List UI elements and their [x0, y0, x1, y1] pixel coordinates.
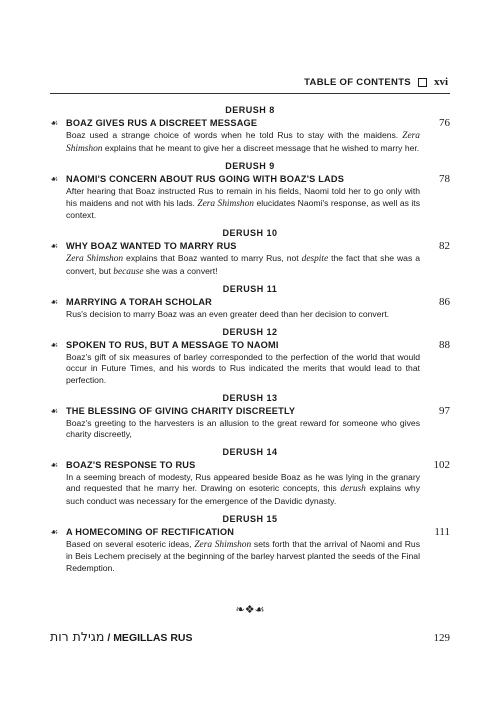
ornament-divider: ❧❖☙ — [235, 603, 265, 616]
description-text: she was a convert! — [143, 265, 218, 276]
toc-entry — [50, 283, 450, 321]
entry-page-number[interactable]: 86 — [439, 296, 450, 309]
running-head-label: TABLE OF CONTENTS — [304, 76, 411, 88]
toc-entry — [50, 104, 450, 155]
footer-title — [50, 629, 193, 644]
entry-title-row[interactable] — [50, 404, 450, 418]
description-text: Boaz used a strange choice of words when he told Rus to stay with the maidens. — [66, 130, 403, 140]
entry-description — [66, 352, 420, 387]
toc-entry — [50, 227, 450, 278]
toc-entry — [50, 392, 450, 441]
entry-page-number[interactable]: 102 — [433, 458, 450, 471]
description-text: After hearing that Boaz instructed Rus to remain in his fields, Naomi told her to go only with his maidens and not with his lads. — [66, 186, 420, 208]
entry-title-row[interactable] — [50, 239, 450, 253]
entry-page-number[interactable]: 111 — [434, 525, 450, 538]
entry-title[interactable]: BOAZ GIVES RUS A DISCREET MESSAGE — [66, 118, 258, 128]
derush-label: DERUSH 14 — [222, 446, 278, 457]
description-text: Based on several esoteric ideas, — [66, 538, 195, 549]
entry-title-row[interactable] — [50, 338, 450, 352]
description-text: explains that he meant to give her a discreet message that he wished to marry her. — [102, 142, 420, 153]
entry-title[interactable]: MARRYING A TORAH SCHOLAR — [66, 297, 213, 308]
fleuron-icon: ☙ — [50, 527, 59, 538]
entry-description — [66, 539, 420, 575]
italic-text: Zera Shimshon — [194, 539, 252, 550]
description-text: explains that Boaz wanted to marry Rus, not — [123, 252, 302, 263]
entry-title[interactable]: THE BLESSING OF GIVING CHARITY DISCREETLY — [66, 405, 296, 416]
toc-entry — [50, 326, 450, 387]
entry-title[interactable]: NAOMI'S CONCERN ABOUT RUS GOING WITH BOAZ'S LADS — [66, 174, 345, 185]
header-rule — [50, 93, 450, 94]
entry-title-row[interactable] — [50, 525, 450, 539]
footer-latin-title: MEGILLAS RUS — [113, 632, 193, 644]
description-text: In a seeming breach of modesty, Rus appeared beside Boaz as he was lying in the granary and requested that he marry her. Drawing on esoteric concepts, this — [66, 471, 420, 494]
derush-label: DERUSH 13 — [222, 392, 278, 403]
footer-hebrew-title: מגילת רות — [50, 629, 105, 644]
description-text: sets forth that the arrival of Naomi and Rus in Beis Lechem precisely at the beginning of the barley harvest planted the seeds of the Final Redemption. — [66, 538, 421, 573]
toc-entry — [50, 160, 450, 222]
fleuron-icon: ☙ — [50, 340, 59, 351]
italic-text: despite — [301, 253, 329, 264]
entry-page-number[interactable]: 82 — [439, 239, 450, 252]
entry-title-row[interactable] — [50, 458, 450, 472]
description-text: explains why such conduct was necessary for the emergence of the Davidic dynasty. — [66, 483, 420, 506]
entry-description — [66, 309, 420, 321]
running-head — [304, 76, 448, 88]
description-text: Boaz's gift of six measures of barley corresponded to the perfection of the world that would occur in Future Times, and his words to Rus indicated the merits that would lead to that perfection. — [66, 351, 420, 385]
entry-description — [66, 130, 420, 155]
running-head-page: xvi — [433, 76, 448, 88]
fleuron-icon: ☙ — [50, 119, 59, 129]
toc-entry — [50, 513, 450, 575]
derush-label: DERUSH 8 — [225, 105, 275, 115]
page-footer — [50, 629, 450, 644]
entry-title-row[interactable] — [50, 116, 450, 130]
entry-title[interactable]: WHY BOAZ WANTED TO MARRY RUS — [66, 240, 237, 251]
italic-text: derush — [340, 484, 366, 495]
entry-page-number[interactable]: 88 — [439, 338, 450, 351]
fleuron-icon: ☙ — [50, 175, 59, 186]
italic-text: Zera Shimshon — [66, 253, 124, 264]
entry-description — [66, 472, 420, 508]
fleuron-icon: ☙ — [50, 460, 59, 471]
derush-label: DERUSH 9 — [225, 161, 275, 172]
entry-title[interactable]: A HOMECOMING OF RECTIFICATION — [66, 526, 235, 537]
footer-separator: / — [104, 632, 114, 644]
italic-text: because — [113, 266, 144, 277]
entry-title-row[interactable] — [50, 172, 450, 186]
square-icon — [418, 78, 427, 87]
fleuron-icon: ☙ — [50, 406, 59, 417]
fleuron-icon: ☙ — [50, 298, 59, 309]
entry-page-number[interactable]: 78 — [439, 173, 450, 186]
italic-text: Zera Shimshon — [66, 131, 420, 154]
italic-text: Zera Shimshon — [197, 198, 254, 209]
fleuron-icon: ☙ — [50, 241, 59, 252]
description-text: elucidates Naomi's response, as well as its context. — [66, 197, 420, 221]
footer-page-number: 129 — [433, 632, 450, 644]
derush-label: DERUSH 11 — [222, 284, 278, 295]
derush-label: DERUSH 12 — [222, 326, 278, 337]
description-text: the fact that she was a convert, but — [66, 252, 420, 276]
toc-entry — [50, 446, 450, 508]
entry-description — [66, 186, 420, 222]
derush-label: DERUSH 15 — [222, 513, 278, 524]
derush-label: DERUSH 10 — [222, 227, 278, 238]
entry-title-row[interactable] — [50, 295, 450, 309]
entry-title[interactable]: SPOKEN TO RUS, BUT A MESSAGE TO NAOMI — [66, 339, 279, 350]
description-text: Boaz's greeting to the harvesters is an allusion to the great reward for someone who gives charity discreetly, — [66, 417, 420, 440]
entry-page-number[interactable]: 97 — [439, 404, 450, 417]
toc-entries — [50, 104, 450, 579]
entry-page-number[interactable]: 76 — [439, 117, 450, 129]
entry-title[interactable]: BOAZ'S RESPONSE TO RUS — [66, 459, 196, 470]
entry-description — [66, 418, 420, 441]
description-text: Rus's decision to marry Boaz was an even greater deed than her decision to convert. — [66, 309, 390, 320]
entry-description — [66, 253, 420, 278]
